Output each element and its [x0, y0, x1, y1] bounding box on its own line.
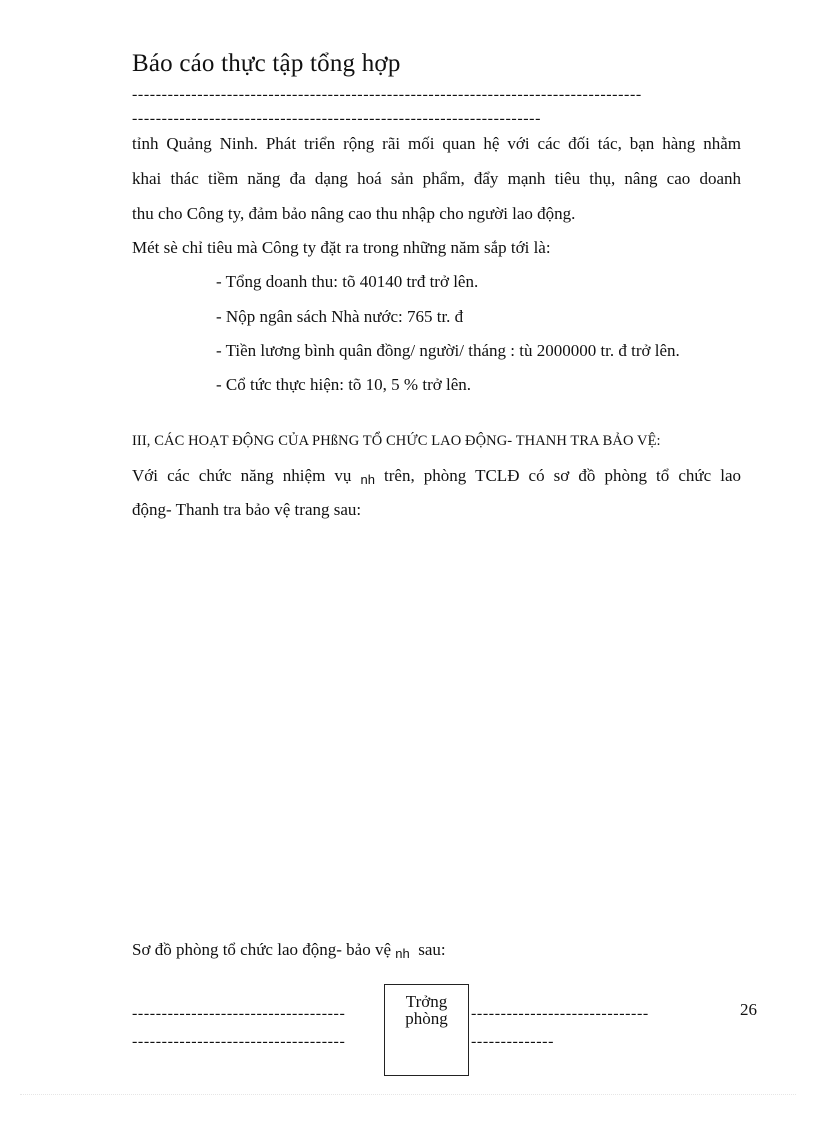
org-chart-head-label-line-1: Trởng [405, 992, 448, 1011]
section-heading: III, CÁC HOẠT ĐỘNG CỦA PHßNG TỔ CHỨC LAO ĐỘNG- THANH TRA BẢO VỆ: [132, 433, 661, 449]
diagram-dash-right-2: -------------- [471, 1033, 554, 1050]
page-bottom-divider [20, 1094, 796, 1095]
diagram-caption-text-b: sau: [418, 940, 446, 959]
targets-intro: Mét sè chỉ tiêu mà Công ty đặt ra trong những năm sắp tới là: [132, 238, 551, 257]
page-header-title: Báo cáo thực tập tổng hợp [132, 50, 401, 77]
org-chart-head-label-line-2: phòng [405, 1009, 448, 1028]
target-item-revenue: - Tổng doanh thu: tõ 40140 trđ trở lên. [216, 272, 479, 291]
page-number: 26 [740, 1000, 757, 1019]
diagram-dash-right-1: ------------------------------ [471, 1005, 649, 1022]
target-item-budget: - Nộp ngân sách Nhà nước: 765 tr. đ [216, 307, 464, 326]
paragraph-line-1: tỉnh Quảng Ninh. Phát triển rộng rãi mối quan hệ với các đối tác, bạn hàng nhằm [132, 134, 741, 153]
diagram-caption-subscript: nh [395, 946, 410, 961]
section-line-2: động- Thanh tra bảo vệ trang sau: [132, 500, 362, 519]
diagram-caption [132, 940, 446, 961]
diagram-dash-left-2: ------------------------------------ [132, 1033, 346, 1050]
diagram-dash-left-1: ------------------------------------ [132, 1005, 346, 1022]
paragraph-line-3: thu cho Công ty, đảm bảo nâng cao thu nhập cho người lao động. [132, 204, 576, 223]
target-item-dividend: - Cổ tức thực hiện: tõ 10, 5 % trở lên. [216, 375, 471, 394]
section-line-1-text-a: Với các chức năng nhiệm vụ [132, 466, 352, 485]
header-rule-1: -------------------------------------------------------------------------------------- [132, 86, 642, 103]
org-chart-head-box [384, 984, 469, 1076]
section-line-1-text-b: trên, phòng TCLĐ có sơ đồ phòng tổ chức lao [384, 466, 742, 485]
paragraph-line-2: khai thác tiềm năng đa dạng hoá sản phẩm, đẩy mạnh tiêu thụ, nâng cao doanh [132, 169, 741, 188]
diagram-caption-text-a: Sơ đồ phòng tổ chức lao động- bảo vệ [132, 940, 391, 959]
section-line-1-subscript: nh [360, 472, 375, 487]
header-rule-2: --------------------------------------------------------------------- [132, 110, 542, 127]
section-line-1 [132, 466, 741, 487]
target-item-salary: - Tiền lương bình quân đồng/ người/ tháng : tù 2000000 tr. đ trở lên. [216, 341, 680, 360]
